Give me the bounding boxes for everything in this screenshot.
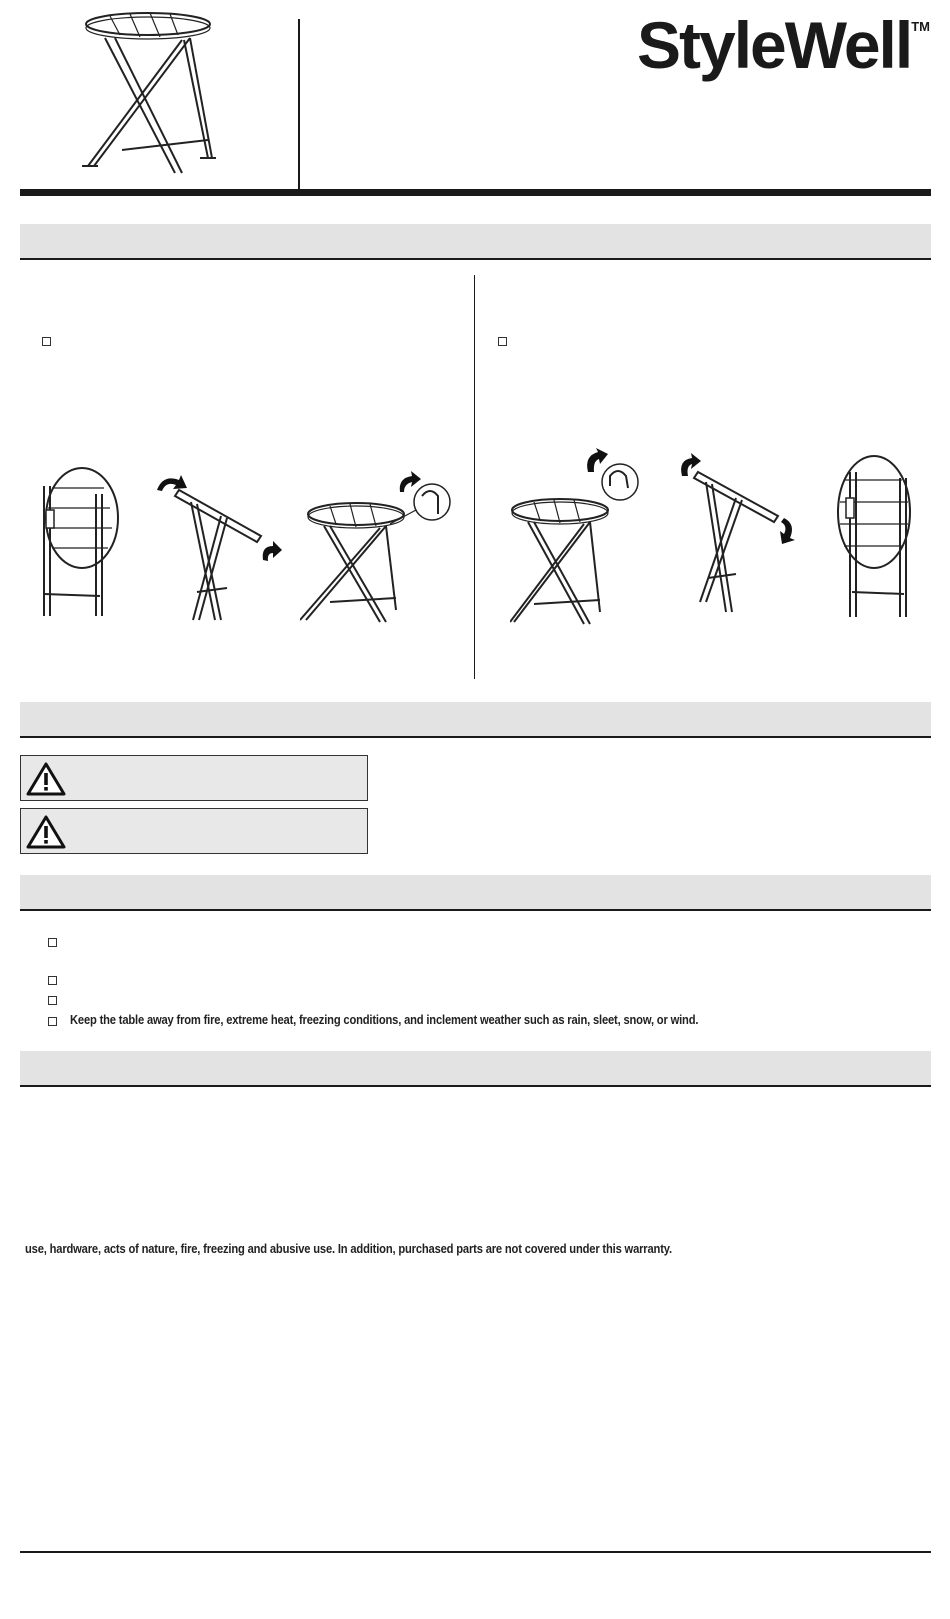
- header-divider: [298, 19, 300, 189]
- illustration-tilting-table-right: [676, 452, 806, 624]
- footer-rule: [20, 1551, 931, 1553]
- header-product-image: [80, 8, 220, 180]
- illustration-open-table-right: [510, 448, 660, 634]
- warning-box-2: [20, 808, 368, 854]
- warning-triangle-icon: [26, 815, 66, 849]
- checkbox-care-3: [48, 996, 57, 1005]
- illustration-folded-table-left: [34, 466, 124, 626]
- warning-box-1: [20, 755, 368, 801]
- brand-logo: StyleWell™: [636, 8, 930, 82]
- checkbox-care-1: [48, 938, 57, 947]
- warning-triangle-icon: [26, 762, 66, 796]
- checkbox-care-4: [48, 1017, 57, 1026]
- illustration-tilting-table-left: [155, 470, 285, 630]
- care-item-4-text: Keep the table away from fire, extreme heat, freezing conditions, and inclement weather such as rain, sleet, snow, or wind.: [70, 1012, 699, 1027]
- curved-arrow-icon: [400, 471, 421, 492]
- checkbox-fold: [498, 337, 507, 346]
- illustration-open-table-left: [300, 462, 460, 632]
- column-divider: [474, 275, 475, 679]
- warranty-text-line: use, hardware, acts of nature, fire, freezing and abusive use. In addition, purchased parts are not covered under this warranty.: [25, 1241, 672, 1256]
- section-band-care: [20, 875, 931, 911]
- section-band-warranty: [20, 1051, 931, 1087]
- curved-arrow-icon: [587, 448, 608, 472]
- illustration-folded-table-right: [830, 452, 922, 624]
- checkbox-care-2: [48, 976, 57, 985]
- header-rule: [20, 189, 931, 196]
- section-band-safety: [20, 702, 931, 738]
- curved-arrow-icon: [157, 475, 187, 491]
- section-band-assembly: [20, 224, 931, 260]
- checkbox-unfold: [42, 337, 51, 346]
